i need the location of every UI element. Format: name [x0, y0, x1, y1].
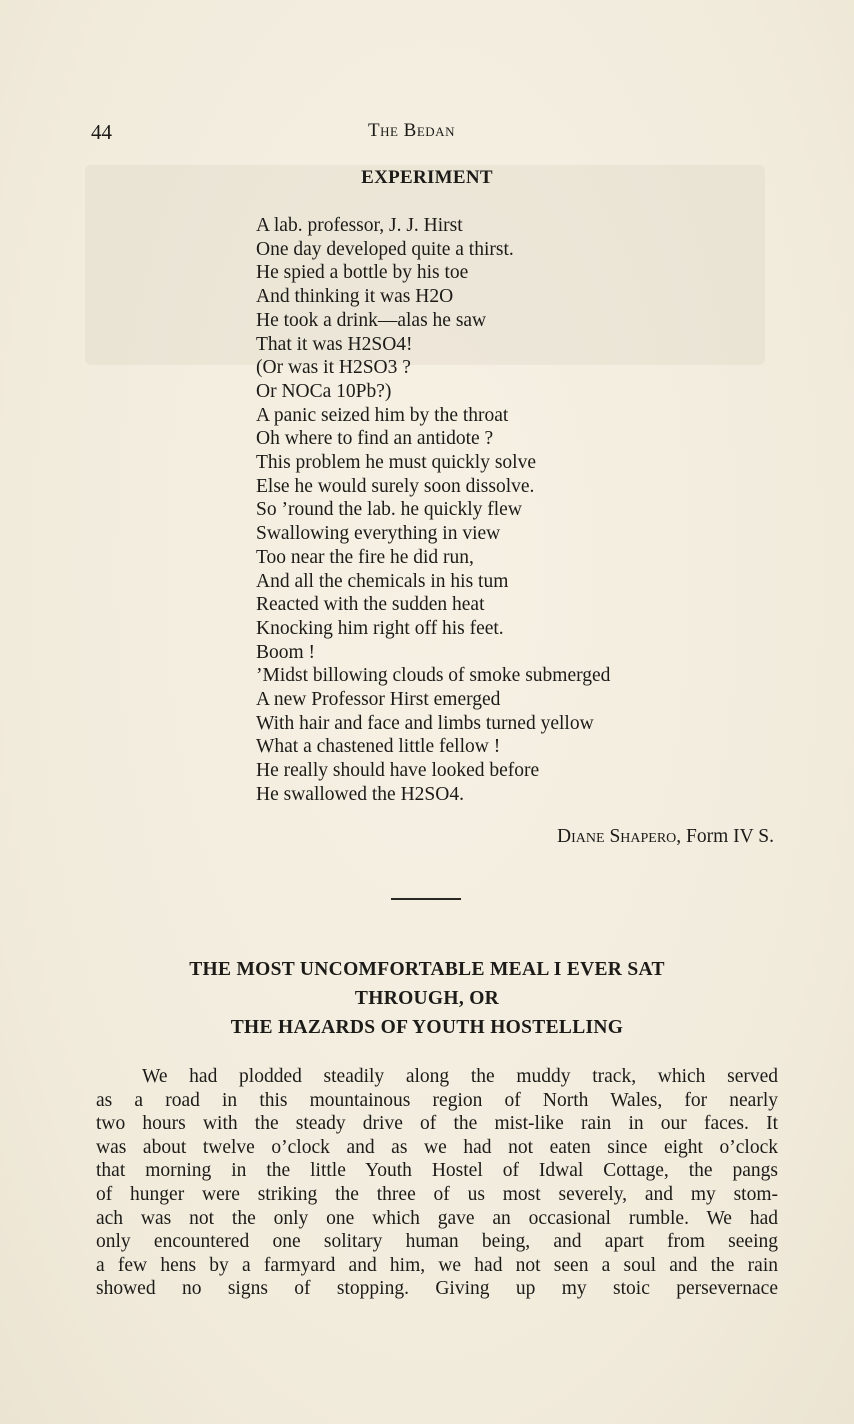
poem-line: Reacted with the sudden heat — [256, 594, 485, 616]
essay-title-line: THE MOST UNCOMFORTABLE MEAL I EVER SAT — [189, 959, 665, 980]
poem-line: Swallowing everything in view — [256, 523, 501, 545]
poem-line: And all the chemicals in his tum — [256, 570, 509, 592]
section-divider — [391, 898, 461, 900]
poem-line: That it was H2SO4! — [256, 333, 413, 355]
essay-title-line: THE HAZARDS OF YOUTH HOSTELLING — [230, 1017, 624, 1038]
essay-line: We had plodded steadily along the muddy track, which served — [142, 1066, 778, 1087]
poem-line: He took a drink—alas he saw — [256, 309, 487, 331]
essay-line: of hunger were striking the three of us most severely, and my stom- — [96, 1183, 778, 1205]
poem-line: And thinking it was H2O — [256, 286, 454, 308]
poem-line: Oh where to find an antidote ? — [256, 428, 494, 450]
poem-body — [256, 214, 610, 807]
essay-line: a few hens by a farmyard and him, we had not seen a soul and the rain — [96, 1254, 778, 1276]
essay-line: only encountered one solitary human being, and apart from seeing — [96, 1231, 778, 1253]
poem-line: (Or was it H2SO3 ? — [256, 357, 411, 379]
poem-line: This problem he must quickly solve — [256, 452, 537, 474]
essay-title-line: THROUGH, OR — [354, 988, 500, 1009]
essay-line: ach was not the only one which gave an occasional rumble. We had — [96, 1207, 778, 1229]
poem-line: Too near the fire he did run, — [256, 546, 474, 568]
poem-line: A panic seized him by the throat — [256, 404, 509, 426]
poem-line: He really should have looked before — [256, 760, 540, 782]
poem-line: A lab. professor, J. J. Hirst — [256, 215, 463, 236]
essay-paragraph — [96, 1065, 778, 1301]
poem-line: ’Midst billowing clouds of smoke submerged — [256, 665, 611, 687]
poem-line: He spied a bottle by his toe — [256, 262, 469, 284]
poem-line: One day developed quite a thirst. — [256, 238, 514, 260]
poem-line: Or NOCa 10Pb?) — [256, 380, 392, 402]
poem-line: With hair and face and limbs turned yellow — [256, 712, 594, 734]
essay-line: that morning in the little Youth Hostel of Idwal Cottage, the pangs — [96, 1160, 778, 1182]
poem-signature — [557, 826, 774, 848]
poem-line: He swallowed the H2SO4. — [256, 783, 464, 805]
poem-title: EXPERIMENT — [361, 167, 493, 188]
author-name: Diane Shapero, — [557, 826, 682, 847]
essay-line: two hours with the steady drive of the mist-like rain in our faces. It — [96, 1113, 778, 1135]
running-title: The Bedan — [368, 120, 455, 141]
essay-title — [0, 955, 854, 1042]
essay-line: was about twelve o’clock and as we had not eaten since eight o’clock — [96, 1136, 778, 1158]
poem-line: What a chastened little fellow ! — [256, 736, 501, 758]
poem-line: A new Professor Hirst emerged — [256, 689, 501, 711]
author-form: Form IV S. — [686, 826, 774, 847]
essay-line: as a road in this mountainous region of North Wales, for nearly — [96, 1089, 778, 1111]
essay-line: showed no signs of stopping. Giving up my stoic persevernace — [96, 1278, 778, 1300]
page-number: 44 — [91, 120, 112, 144]
poem-line: Boom ! — [256, 641, 316, 663]
poem-line: So ’round the lab. he quickly flew — [256, 499, 522, 521]
poem-line: Knocking him right off his feet. — [256, 617, 504, 639]
poem-line: Else he would surely soon dissolve. — [256, 475, 535, 497]
